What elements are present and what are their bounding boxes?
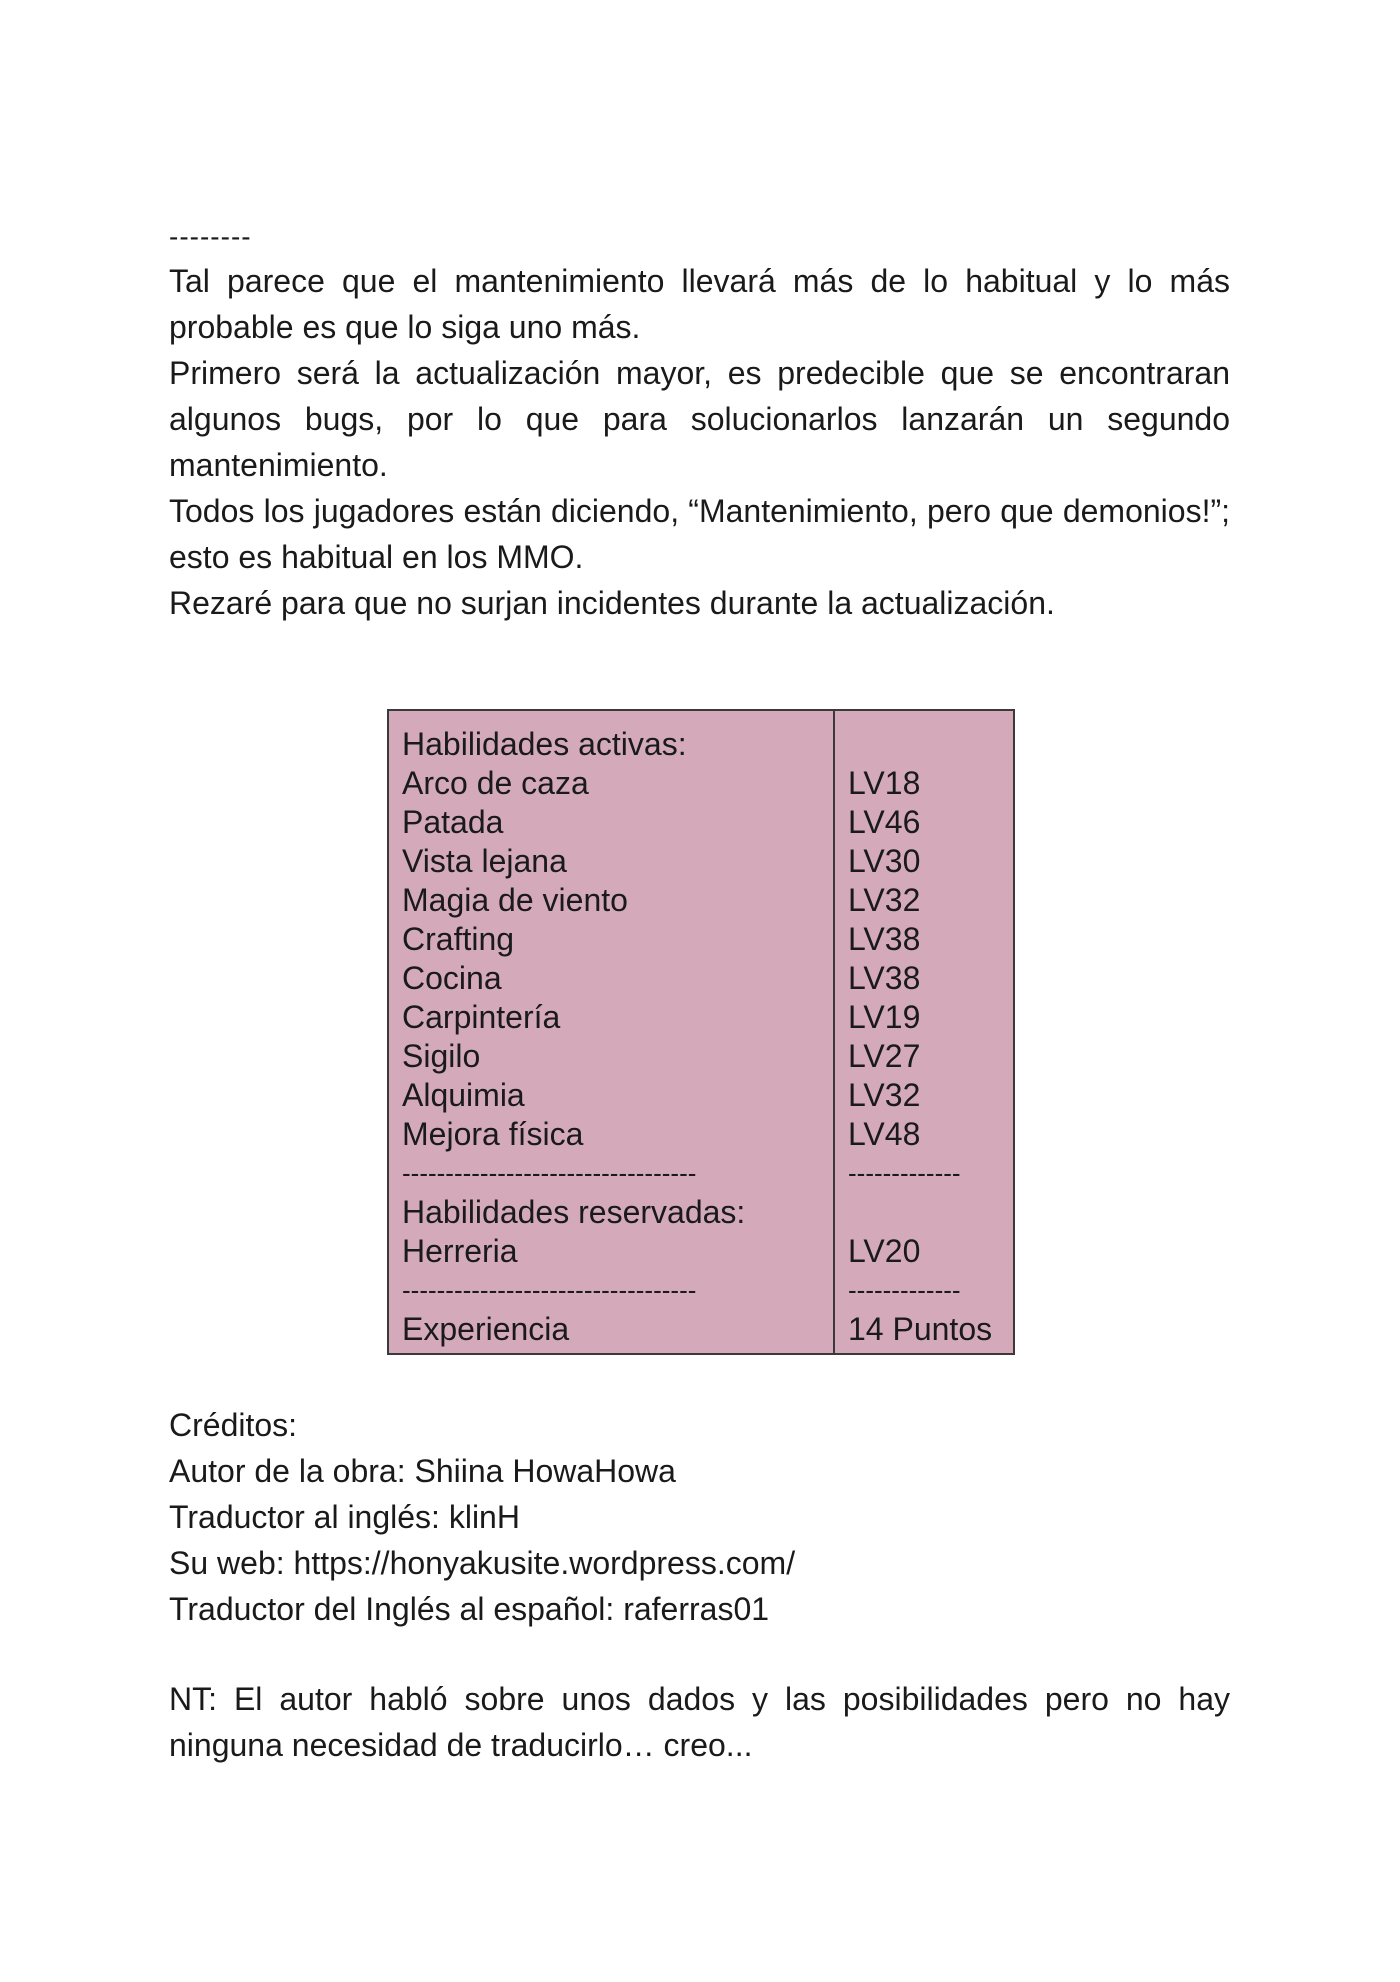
- section-separator: --------: [169, 221, 252, 252]
- skill-level: LV20: [848, 1233, 921, 1269]
- story-paragraph: Rezaré para que no surjan incidentes durante la actualización.: [169, 585, 1055, 621]
- story-text: [169, 258, 1230, 626]
- skill-name-column: [389, 711, 835, 1353]
- experience-label: Experiencia: [402, 1311, 570, 1347]
- skill-name: Vista lejana: [402, 843, 567, 879]
- skill-level-column: [835, 711, 1013, 1353]
- credits-line: Traductor al inglés: klinH: [169, 1499, 520, 1535]
- skill-level: LV48: [848, 1116, 921, 1152]
- skill-name: Alquimia: [402, 1077, 525, 1113]
- skill-name: Mejora física: [402, 1116, 584, 1152]
- credits-line: Traductor del Inglés al español: raferras01: [169, 1591, 770, 1627]
- translator-note: [169, 1676, 1230, 1768]
- skill-name: Patada: [402, 804, 504, 840]
- credits-line: Su web: https://honyakusite.wordpress.com/: [169, 1545, 796, 1581]
- table-divider: ----------------------------------: [402, 1275, 697, 1305]
- skills-status-table: [387, 709, 1015, 1355]
- skill-name: Cocina: [402, 960, 502, 996]
- credits-line: Autor de la obra: Shiina HowaHowa: [169, 1453, 676, 1489]
- active-skills-header: Habilidades activas:: [402, 726, 687, 762]
- skill-name: Sigilo: [402, 1038, 481, 1074]
- table-divider: -------------: [848, 1158, 961, 1188]
- table-divider: ----------------------------------: [402, 1158, 697, 1188]
- skill-level: LV38: [848, 921, 921, 957]
- skill-level: LV32: [848, 1077, 921, 1113]
- skill-level: LV38: [848, 960, 921, 996]
- story-paragraph: Tal parece que el mantenimiento llevará más de lo habitual y lo más probable es que lo siga uno más.: [169, 263, 1230, 345]
- skill-level: LV32: [848, 882, 921, 918]
- experience-value: 14 Puntos: [848, 1311, 993, 1347]
- skill-level: LV30: [848, 843, 921, 879]
- skill-name: Crafting: [402, 921, 515, 957]
- reserved-skills-header: Habilidades reservadas:: [402, 1194, 746, 1230]
- credits-heading: Créditos:: [169, 1407, 298, 1443]
- skill-name: Herreria: [402, 1233, 518, 1269]
- skill-name: Carpintería: [402, 999, 561, 1035]
- story-paragraph: Primero será la actualización mayor, es predecible que se encontraran algunos bugs, por lo que para solucionarlos lanzarán un segundo mantenimiento.: [169, 355, 1230, 483]
- empty-cell: [848, 1193, 1013, 1232]
- credits-section: [169, 1402, 1230, 1632]
- skill-level: LV19: [848, 999, 921, 1035]
- empty-cell: [848, 725, 1013, 764]
- skill-name: Magia de viento: [402, 882, 628, 918]
- skill-level: LV46: [848, 804, 921, 840]
- skill-level: LV27: [848, 1038, 921, 1074]
- note-text: NT: El autor habló sobre unos dados y las posibilidades pero no hay ninguna necesidad de traducirlo… creo...: [169, 1681, 1230, 1763]
- story-paragraph: Todos los jugadores están diciendo, “Mantenimiento, pero que demonios!”; esto es habitual en los MMO.: [169, 493, 1230, 575]
- skill-level: LV18: [848, 765, 921, 801]
- skill-name: Arco de caza: [402, 765, 589, 801]
- table-divider: -------------: [848, 1275, 961, 1305]
